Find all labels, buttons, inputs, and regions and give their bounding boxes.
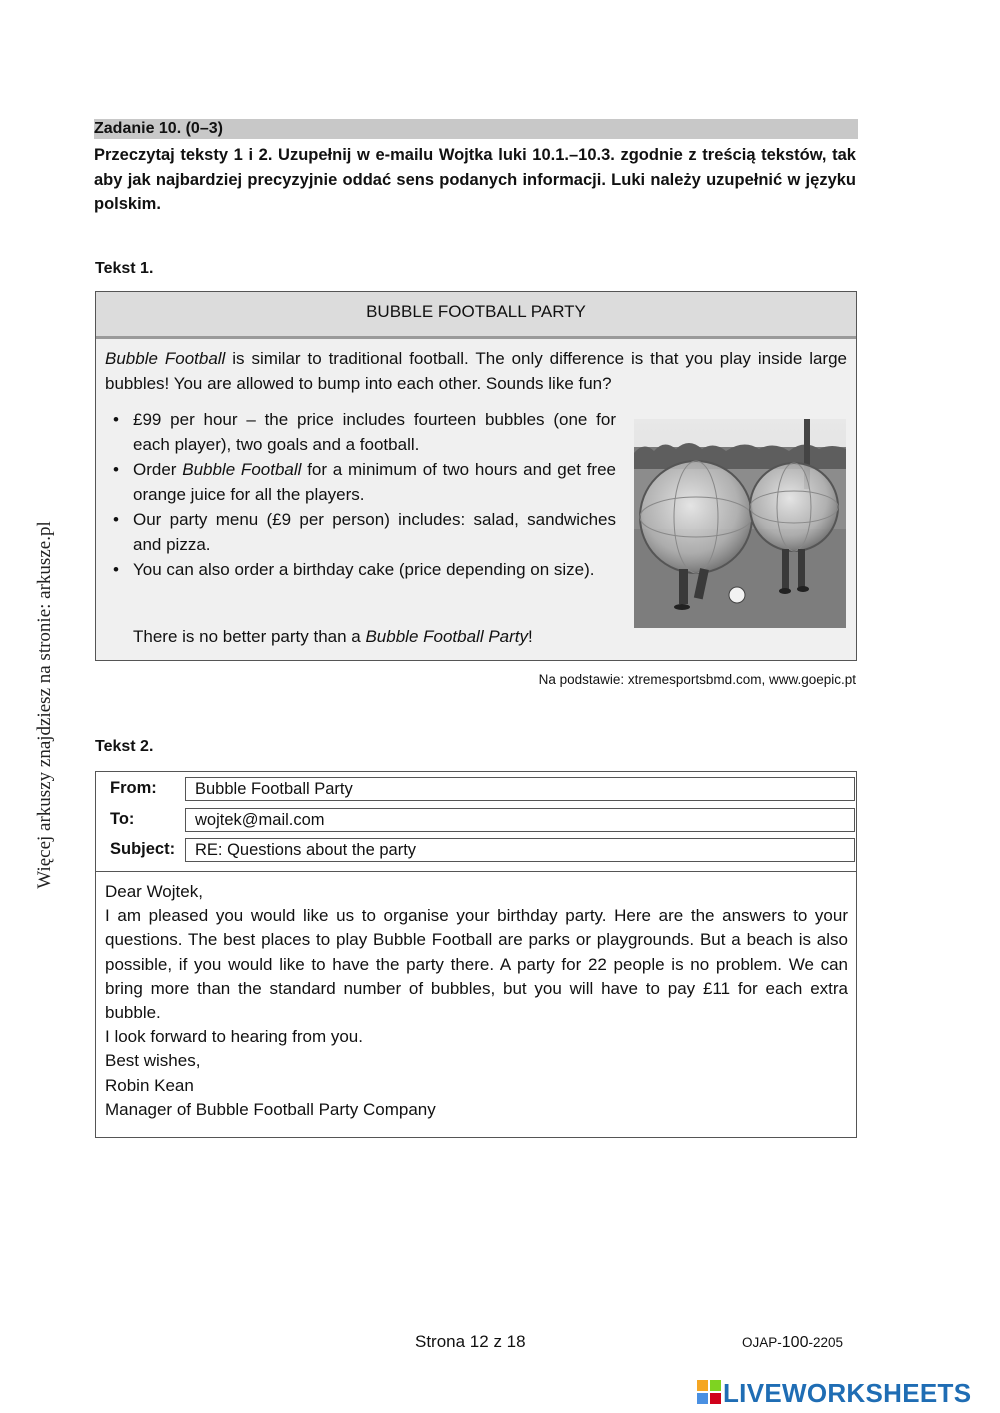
email-signature-name: Robin Kean <box>105 1075 194 1095</box>
closing-post: ! <box>528 627 533 646</box>
email-to-row <box>96 806 856 834</box>
text1-title: BUBBLE FOOTBALL PARTY <box>96 292 856 339</box>
offer-item-text-pre: Order <box>133 460 183 479</box>
email-line: I look forward to hearing from you. <box>105 1027 363 1047</box>
exam-code <box>742 1334 843 1352</box>
offer-item-text-em: Bubble Football <box>182 460 302 479</box>
to-label: To: <box>110 810 135 828</box>
offer-item-text: £99 per hour – the price includes fourteen bubbles (one for each player), two goals and a football. <box>133 410 616 454</box>
email-subject-row <box>96 836 856 864</box>
logo-text: LIVEWORKSHEETS <box>723 1378 972 1408</box>
exam-code-prefix: OJAP- <box>742 1335 782 1350</box>
email-from-row <box>96 775 856 803</box>
text1-intro-em: Bubble Football <box>105 349 226 368</box>
subject-field: RE: Questions about the party <box>185 838 855 862</box>
subject-label: Subject: <box>110 840 176 858</box>
text1-intro <box>105 347 847 396</box>
from-label: From: <box>110 779 157 797</box>
email-line: Best wishes, <box>105 1051 201 1071</box>
task-instruction: Przeczytaj teksty 1 i 2. Uzupełnij w e-mailu Wojtka luki 10.1.–10.3. zgodnie z treścią tekstów, tak aby jak najbardziej precyzyjnie oddać sens podanych informacji. Luki należy uzupełnić w języku polskim. <box>94 146 856 213</box>
text1-closing <box>133 627 533 647</box>
email-body <box>105 880 848 1122</box>
email-box <box>95 771 857 1138</box>
closing-pre: There is no better party than a <box>133 627 366 646</box>
email-main-text: I am pleased you would like us to organise your birthday party. Here are the answers to your questions. The best places to play Bubble Football are parks or playgrounds. But a beach is also possible, if you would like to have the party there. A party for 22 people is no problem. We can bring more than the standard number of bubbles, but you will have to pay £11 for each extra bubble. <box>105 906 848 1023</box>
text1-box <box>95 291 857 661</box>
exam-code-mid: 100 <box>781 1334 809 1351</box>
offer-item-text-post: for a minimum of two hours and get free orange juice for all the players. <box>133 460 617 504</box>
bubble-football-photo <box>634 419 846 628</box>
text1-source: Na podstawie: xtremesportsbmd.com, www.goepic.pt <box>538 672 856 687</box>
offer-item: • You can also order a birthday cake (price depending on size). <box>113 560 595 579</box>
from-field: Bubble Football Party <box>185 777 855 801</box>
page-number: Strona 12 z 18 <box>415 1332 526 1351</box>
email-greeting: Dear Wojtek, <box>105 882 203 901</box>
to-field: wojtek@mail.com <box>185 808 855 832</box>
side-note: Więcej arkuszy znajdziesz na stronie: arkusze.pl <box>34 521 55 889</box>
offer-item-text: Our party menu (£9 per person) includes: salad, sandwiches and pizza. <box>133 510 616 554</box>
logo-grid-icon <box>697 1380 721 1404</box>
email-signature-role: Manager of Bubble Football Party Company <box>105 1099 436 1119</box>
offer-item: • Our party menu (£9 per person) includes: salad, sandwiches and pizza. <box>113 510 616 554</box>
text1-intro-rest: is similar to traditional football. The only difference is that you play inside large bubbles! You are allowed to bump into each other. Sounds like fun? <box>105 349 847 393</box>
text1-label: Tekst 1. <box>95 260 154 277</box>
email-divider <box>96 871 856 872</box>
liveworksheets-logo[interactable] <box>697 1378 997 1408</box>
offer-item: • Order Bubble Football for a minimum of two hours and get free orange juice for all the players. <box>113 460 617 504</box>
task-header: Zadanie 10. (0–3) <box>94 119 858 139</box>
closing-em: Bubble Football Party <box>365 627 529 646</box>
text2-label: Tekst 2. <box>95 738 154 755</box>
offer-list <box>110 408 616 584</box>
offer-item-text: You can also order a birthday cake (price depending on size). <box>133 560 595 579</box>
exam-code-suffix: -2205 <box>808 1335 843 1350</box>
offer-item: • £99 per hour – the price includes fourteen bubbles (one for each player), two goals and a football. <box>113 410 616 454</box>
